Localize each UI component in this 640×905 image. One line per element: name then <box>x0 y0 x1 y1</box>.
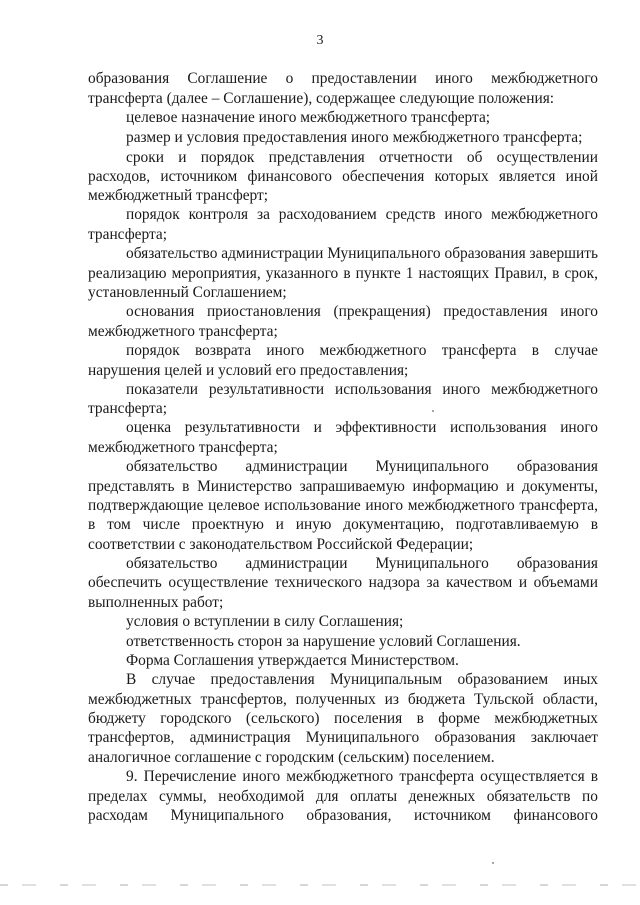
text-line: обязательство администрации Муниципального образования <box>126 458 598 475</box>
text-line: расходам Муниципального образования, источником финансового <box>88 807 598 824</box>
text-line: расходов, источником финансового обеспечения которых является иной <box>88 168 598 185</box>
text-line: представлять в Министерство запрашиваемую информацию и документы, <box>88 478 598 495</box>
text-line: межбюджетного трансферта; <box>88 439 278 456</box>
text-line: обязательство администрации Муниципального образования завершить <box>126 245 598 262</box>
text-line: пределах суммы, необходимой для оплаты денежных обязательств по <box>88 788 598 805</box>
text-line: ответственность сторон за нарушение условий Соглашения. <box>126 633 521 650</box>
text-line: соответствии с законодательством Российской Федерации; <box>88 536 474 553</box>
text-line: порядок возврата иного межбюджетного трансферта в случае <box>126 342 598 359</box>
scan-artifact-line <box>0 884 640 886</box>
text-line: трансферта (далее – Соглашение), содержащее следующие положения: <box>88 90 555 107</box>
page-number: 3 <box>316 33 324 48</box>
text-line: межбюджетных трансфертов, полученных из бюджета Тульской области, <box>88 691 598 708</box>
scan-speck <box>492 862 494 864</box>
text-line: основания приостановления (прекращения) предоставления иного <box>126 303 598 320</box>
text-line: Форма Соглашения утверждается Министерством. <box>126 652 459 669</box>
text-line: межбюджетного трансферта; <box>88 323 278 340</box>
text-line: трансферта; <box>88 226 168 243</box>
text-line: показатели результативности использования иного межбюджетного <box>126 381 598 398</box>
text-line: сроки и порядок представления отчетности об осуществлении <box>126 149 598 166</box>
text-line: образования Соглашение о предоставлении иного межбюджетного <box>88 70 598 87</box>
text-line: выполненных работ; <box>88 594 224 611</box>
text-line: трансферта; <box>88 400 168 417</box>
text-line: оценка результативности и эффективности использования иного <box>126 419 598 436</box>
scan-speck <box>432 410 434 412</box>
text-line: трансфертов, администрация Муниципального образования заключает <box>88 729 598 746</box>
text-line: нарушения целей и условий его предоставления; <box>88 362 409 379</box>
text-line: целевое назначение иного межбюджетного трансферта; <box>126 109 491 126</box>
text-line: установленный Соглашением; <box>88 284 287 301</box>
text-line: обеспечить осуществление технического надзора за качеством и объемами <box>88 574 598 591</box>
text-line: 9. Перечисление иного межбюджетного трансферта осуществляется в <box>126 768 598 785</box>
text-line: условия о вступлении в силу Соглашения; <box>126 613 404 630</box>
text-line: подтверждающие целевое использование иного межбюджетного трансферта, <box>88 497 598 514</box>
text-line: размер и условия предоставления иного межбюджетного трансферта; <box>126 129 583 146</box>
text-line: аналогичное соглашение с городским (сельским) поселением. <box>88 749 495 766</box>
text-line: порядок контроля за расходованием средств иного межбюджетного <box>126 206 598 223</box>
text-line: В случае предоставления Муниципальным образованием иных <box>126 671 598 688</box>
text-line: бюджету городского (сельского) поселения в форме межбюджетных <box>88 710 598 727</box>
text-line: межбюджетный трансферт; <box>88 187 269 204</box>
text-line: обязательство администрации Муниципального образования <box>126 555 598 572</box>
text-line: в том числе проектную и иную документацию, подготавливаемую в <box>88 516 598 533</box>
text-line: реализацию мероприятия, указанного в пункте 1 настоящих Правил, в срок, <box>88 265 598 282</box>
